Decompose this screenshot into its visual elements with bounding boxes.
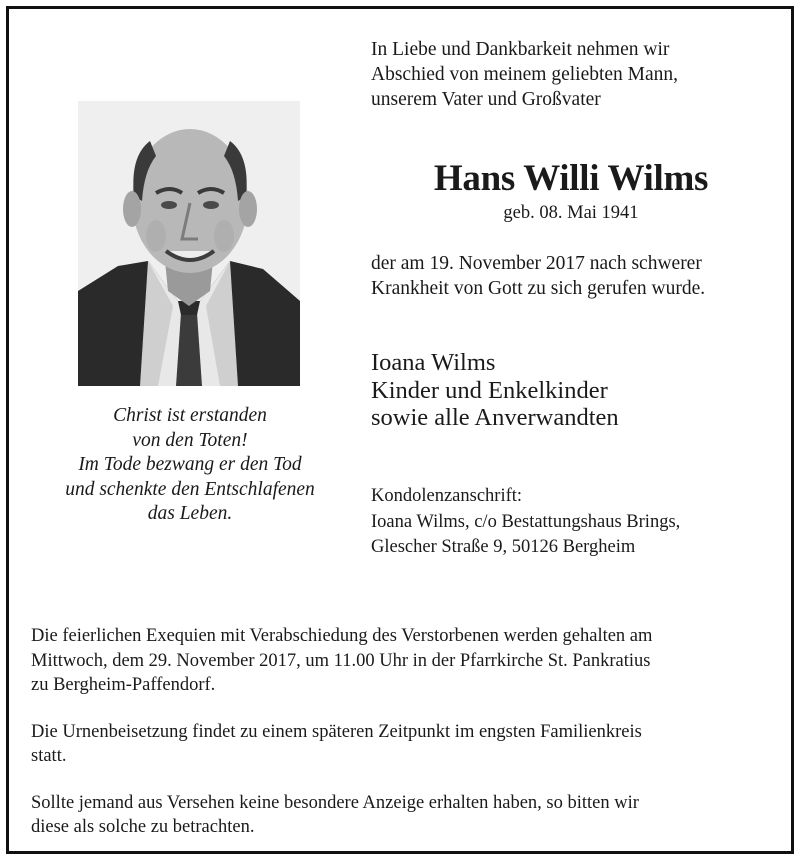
condolence-address xyxy=(371,484,781,561)
verse-line: das Leben. xyxy=(147,503,233,524)
service-line: Die feierlichen Exequien mit Verabschiedung des Verstorbenen werden gehalten am xyxy=(31,626,653,646)
mourner-line: Ioana Wilms xyxy=(371,349,496,376)
closing-line: diese als solche zu betrachten. xyxy=(31,817,255,837)
verse-line: Im Tode bezwang er den Tod xyxy=(78,454,302,475)
intro-text xyxy=(371,37,771,112)
service-line: Mittwoch, dem 29. November 2017, um 11.00 Uhr in der Pfarrkirche St. Pankratius xyxy=(31,650,651,671)
deceased-name: Hans Willi Wilms xyxy=(433,158,709,199)
death-notice xyxy=(371,251,781,301)
burial-line: Die Urnenbeisetzung findet zu einem späteren Zeitpunkt im engsten Familienkreis xyxy=(31,721,642,742)
service-line: zu Bergheim-Paffendorf. xyxy=(31,675,216,695)
bible-verse xyxy=(42,404,338,527)
birth-date: geb. 08. Mai 1941 xyxy=(503,203,639,223)
address-line: Glescher Straße 9, 50126 Bergheim xyxy=(371,537,636,557)
burial-line: statt. xyxy=(31,746,67,766)
address-line: Ioana Wilms, c/o Bestattungshaus Brings, xyxy=(371,511,681,532)
portrait-photo xyxy=(78,101,300,386)
intro-line: Abschied von meinem geliebten Mann, xyxy=(371,64,679,85)
intro-line: unserem Vater und Großvater xyxy=(371,89,601,110)
mourner-line: sowie alle Anverwandten xyxy=(371,404,619,431)
mourners-list xyxy=(371,349,781,432)
verse-line: Christ ist erstanden xyxy=(113,405,267,426)
announcements xyxy=(31,602,776,862)
death-notice-line: der am 19. November 2017 nach schwerer xyxy=(371,253,702,274)
verse-line: von den Toten! xyxy=(132,429,248,451)
condolence-label: Kondolenzanschrift: xyxy=(371,486,523,506)
mourner-line: Kinder und Enkelkinder xyxy=(371,376,608,404)
intro-line: In Liebe und Dankbarkeit nehmen wir xyxy=(371,39,670,60)
death-notice-line: Krankheit von Gott zu sich gerufen wurde. xyxy=(371,278,706,299)
verse-line: und schenkte den Entschlafenen xyxy=(65,478,315,500)
closing-line: Sollte jemand aus Versehen keine besondere Anzeige erhalten haben, so bitten wir xyxy=(31,792,639,813)
